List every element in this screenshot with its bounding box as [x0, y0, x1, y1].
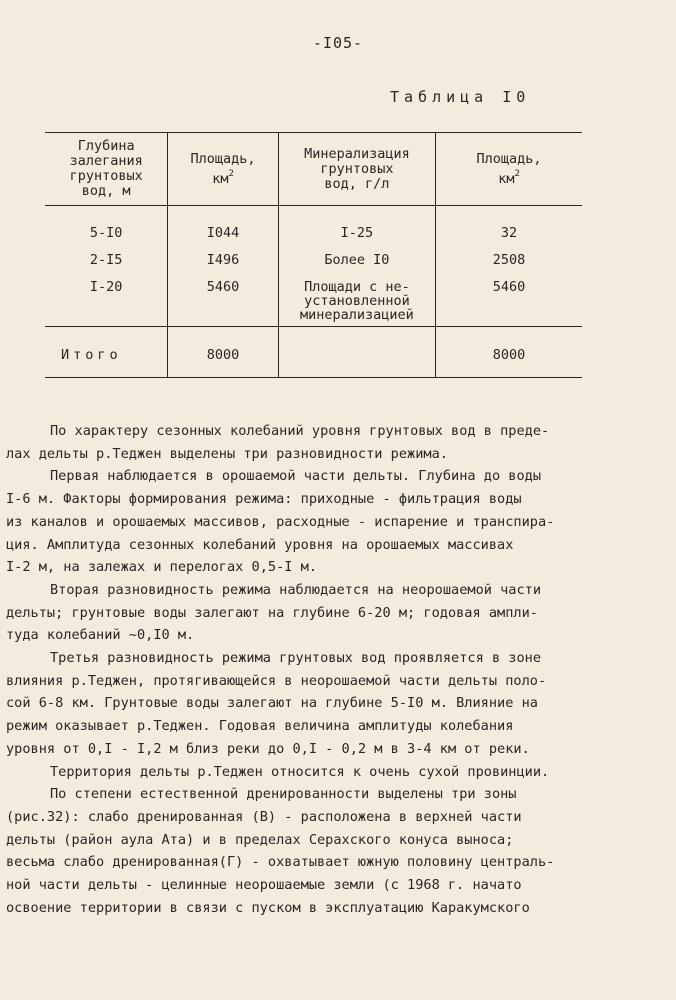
header-area-1 [168, 133, 278, 206]
groundwater-table [45, 132, 582, 378]
text-line: ной части дельты - целинные неорошаемые земли (с 1968 г. начато [6, 877, 522, 894]
table-row [45, 253, 582, 280]
cell-area-1: 5460 [168, 280, 278, 327]
cell-area-2: 5460 [436, 280, 582, 327]
text-line: туда колебаний ~0,I0 м. [6, 627, 195, 644]
text-line: ция. Амплитуда сезонных колебаний уровня на орошаемых массивах [6, 536, 514, 553]
total-label: Итого [61, 347, 122, 363]
text-line: По характеру сезонных колебаний уровня грунтовых вод в преде- [50, 423, 550, 439]
header-depth: Глубина залегания грунтовых вод, м [69, 138, 143, 199]
text-line: уровня от 0,I - I,2 м близ реки до 0,I - 0,2 м в 3-4 км от реки. [6, 740, 530, 757]
header-area-2-label: Площадь, км [476, 150, 542, 187]
text-line: весьма слабо дренированная(Г) - охватывает южную половину централь- [6, 854, 555, 871]
cell-depth: 5-I0 [89, 225, 123, 241]
cell-area-1: I044 [168, 206, 278, 254]
text-line: дельты (район аула Ата) и в пределах Серахского конуса выноса; [6, 831, 514, 848]
header-area-1-sup: 2 [228, 168, 234, 179]
text-line: Территория дельты р.Теджен относится к очень сухой провинции. [50, 763, 550, 780]
cell-mineralization: Более I0 [278, 253, 435, 280]
header-area-2 [436, 133, 582, 206]
text-line: дельты; грунтовые воды залегают на глубине 6-20 м; годовая ампли- [6, 604, 538, 621]
total-area-1: 8000 [168, 327, 278, 378]
page-number: -I05- [312, 34, 364, 52]
table-caption: Таблица I0 [390, 88, 531, 106]
table-total-row [45, 327, 582, 378]
text-line: I-2 м, на залежах и перелогах 0,5-I м. [6, 559, 317, 576]
cell-area-2: 2508 [436, 253, 582, 280]
text-line: По степени естественной дренированности выделены три зоны [50, 786, 517, 803]
header-mineralization: Минерализация грунтовых вод, г/л [278, 133, 435, 206]
text-line: (рис.32): слабо дренированная (В) - расположена в верхней части [6, 808, 522, 825]
text-line: Первая наблюдается в орошаемой части дельты. Глубина до воды [50, 468, 542, 485]
cell-area-1: I496 [168, 253, 278, 280]
cell-area-2: 32 [436, 206, 582, 254]
cell-mineralization: I-25 [278, 206, 435, 254]
text-line: Вторая разновидность режима наблюдается на неорошаемой части [50, 581, 542, 598]
total-area-2: 8000 [436, 327, 582, 378]
total-empty-cell [278, 327, 435, 378]
cell-mineralization: Площади с не- установленной минерализацией [278, 280, 435, 327]
table-row [45, 206, 582, 254]
text-line: освоение территории в связи с пуском в эксплуатацию Каракумского [6, 899, 530, 916]
cell-depth: 2-I5 [89, 252, 123, 268]
table-row [45, 280, 582, 327]
text-line: из каналов и орошаемых массивов, расходные - испарение и транспира- [6, 513, 555, 530]
text-line: Третья разновидность режима грунтовых вод проявляется в зоне [50, 650, 542, 667]
text-line: влияния р.Теджен, протягивающейся в неорошаемой части дельты поло- [6, 672, 547, 689]
cell-depth: I-20 [89, 279, 123, 295]
text-line: I-6 м. Факторы формирования режима: приходные - фильтрация воды [6, 491, 522, 508]
text-line: сой 6-8 км. Грунтовые воды залегают на глубине 5-I0 м. Влияние на [6, 695, 538, 712]
table-header-row [45, 133, 582, 206]
text-line: лах дельты р.Теджен выделены три разновидности режима. [6, 445, 448, 462]
header-area-2-sup: 2 [514, 168, 520, 179]
text-line: режим оказывает р.Теджен. Годовая величина амплитуды колебания [6, 718, 514, 735]
body-text [6, 420, 670, 919]
header-area-1-label: Площадь, км [190, 150, 256, 187]
